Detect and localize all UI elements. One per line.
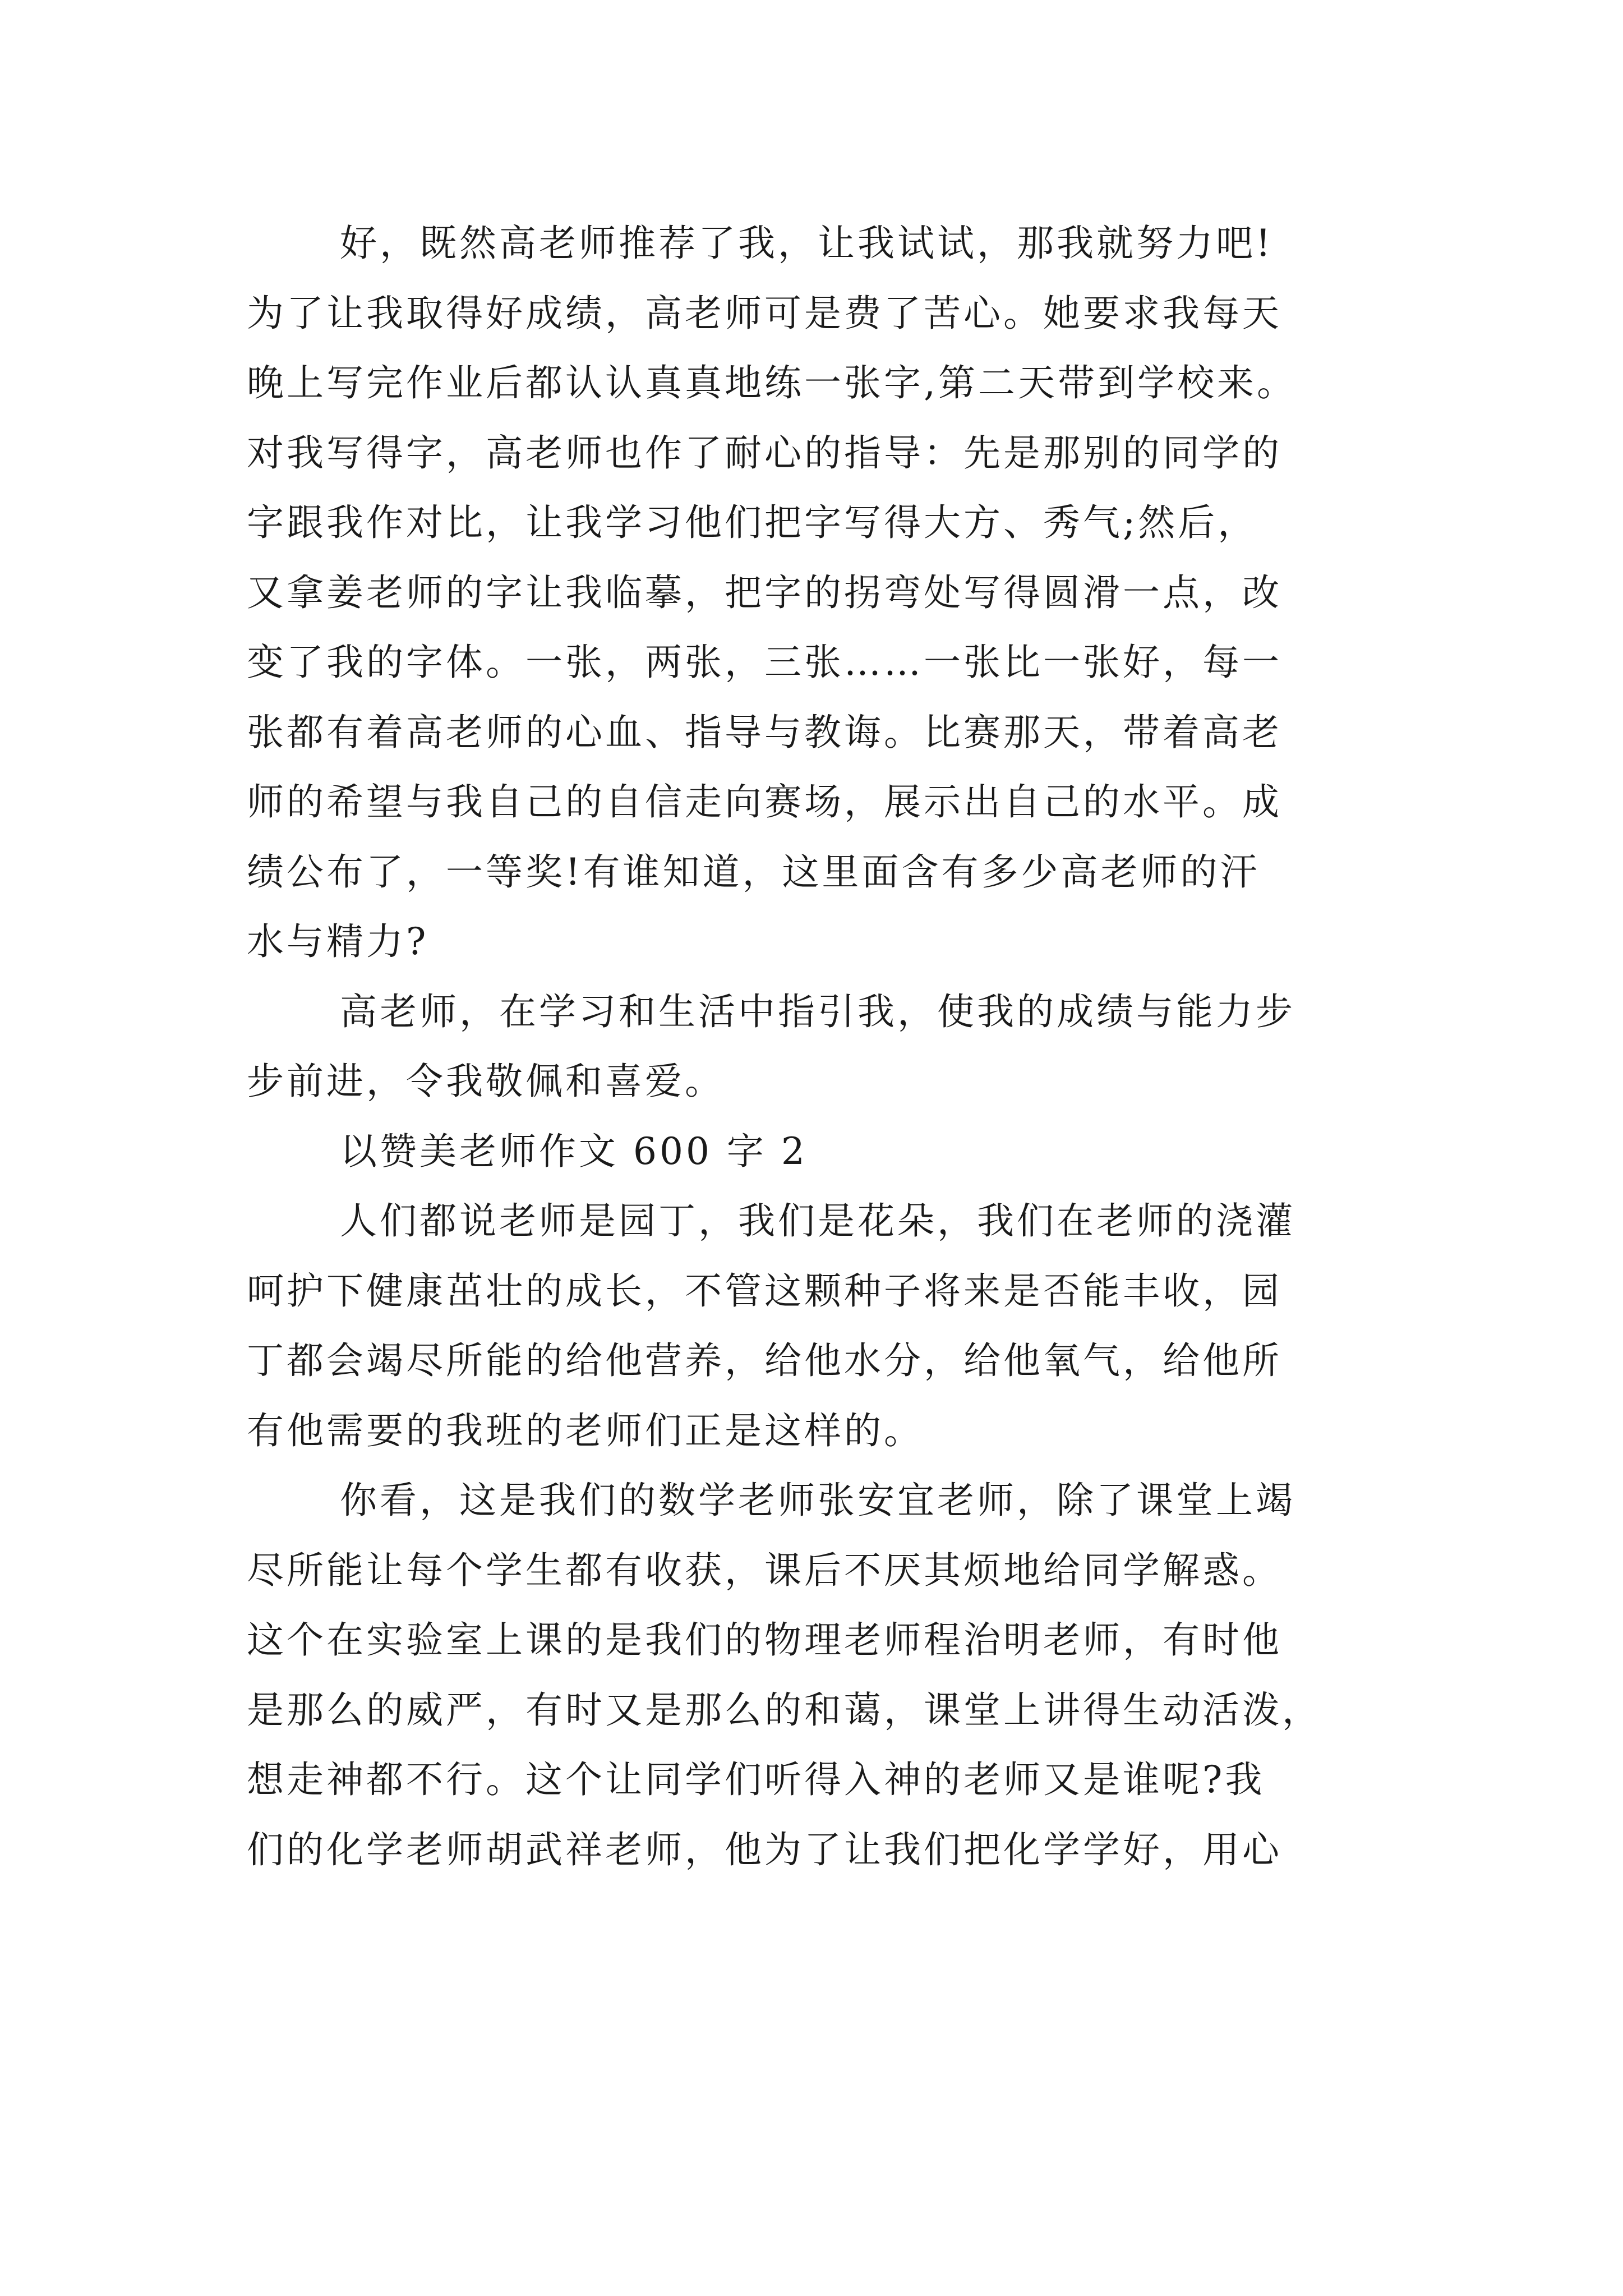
- text-line: 变了我的字体。一张，两张，三张……一张比一张好，每一: [247, 641, 1282, 684]
- text-line: 水与精力?: [247, 920, 429, 963]
- text-line: 呵护下健康茁壮的成长，不管这颗种子将来是否能丰收，园: [247, 1269, 1282, 1313]
- text-line: 你看，这是我们的数学老师张安宜老师，除了课堂上竭: [340, 1479, 1295, 1522]
- text-line: 绩公布了，一等奖!有谁知道，这里面含有多少高老师的汗: [247, 850, 1260, 894]
- text-line: 对我写得字，高老师也作了耐心的指导：先是那别的同学的: [247, 431, 1282, 475]
- text-line: 有他需要的我班的老师们正是这样的。: [247, 1409, 924, 1452]
- text-line: 高老师，在学习和生活中指引我，使我的成绩与能力步: [340, 990, 1295, 1033]
- text-line: 人们都说老师是园丁，我们是花朵，我们在老师的浇灌: [340, 1199, 1295, 1243]
- text-line: 这个在实验室上课的是我们的物理老师程治明老师，有时他: [247, 1618, 1282, 1662]
- section-heading: 以赞美老师作文 600 字 2: [340, 1129, 808, 1173]
- text-line: 字跟我作对比，让我学习他们把字写得大方、秀气;然后，: [247, 501, 1258, 544]
- text-line: 们的化学老师胡武祥老师，他为了让我们把化学学好，用心: [247, 1828, 1282, 1871]
- text-line: 晚上写完作业后都认认真真地练一张字,第二天带到学校来。: [247, 361, 1297, 404]
- text-line: 师的希望与我自己的自信走向赛场，展示出自己的水平。成: [247, 780, 1282, 823]
- text-line: 又拿姜老师的字让我临摹，把字的拐弯处写得圆滑一点，改: [247, 570, 1282, 614]
- text-line: 丁都会竭尽所能的给他营养，给他水分，给他氧气，给他所: [247, 1339, 1282, 1382]
- text-line: 张都有着高老师的心血、指导与教诲。比赛那天，带着高老: [247, 710, 1282, 754]
- text-line: 好，既然高老师推荐了我，让我试试，那我就努力吧!: [340, 222, 1274, 265]
- body-text: [247, 209, 1441, 1885]
- text-line: 想走神都不行。这个让同学们听得入神的老师又是谁呢?我: [247, 1758, 1265, 1801]
- text-line: 尽所能让每个学生都有收获，课后不厌其烦地给同学解惑。: [247, 1548, 1282, 1592]
- text-line: 步前进，令我敬佩和喜爱。: [247, 1060, 725, 1103]
- text-line: 为了让我取得好成绩，高老师可是费了苦心。她要求我每天: [247, 291, 1282, 335]
- text-line: 是那么的威严，有时又是那么的和蔼，课堂上讲得生动活泼，: [247, 1688, 1322, 1732]
